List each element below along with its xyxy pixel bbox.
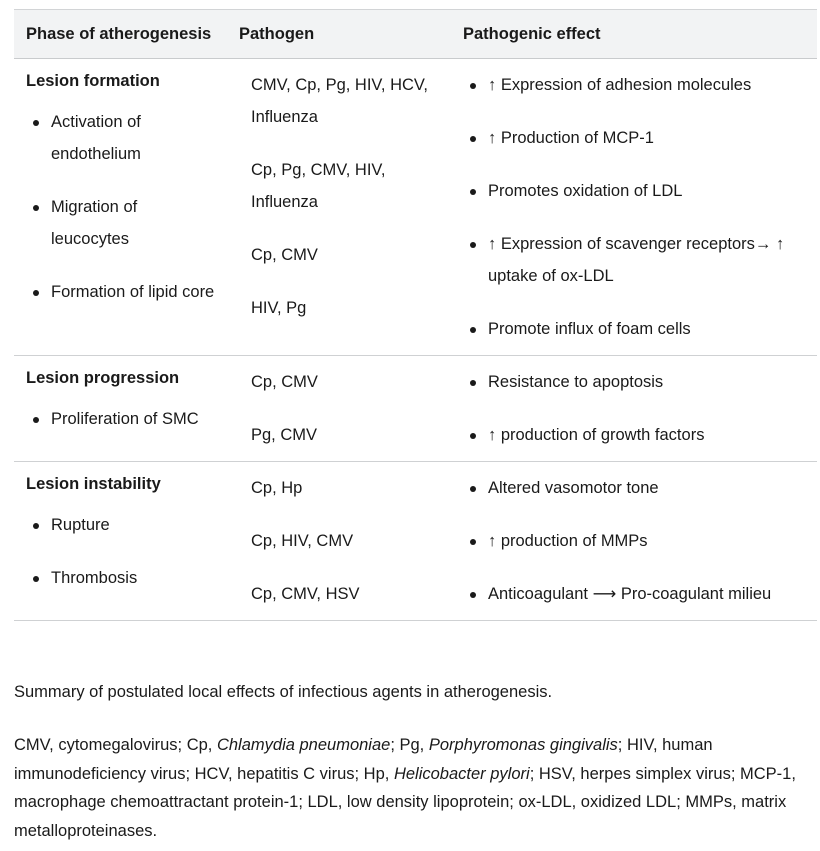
pathogen-cell — [226, 356, 451, 462]
phase-list — [26, 403, 216, 435]
effect-list — [463, 366, 807, 451]
list-item: Formation of lipid core — [26, 276, 216, 308]
effect-cell — [451, 59, 817, 356]
header-effect: Pathogenic effect — [463, 25, 601, 43]
list-item: Promote influx of foam cells — [463, 313, 807, 345]
effect-cell — [451, 356, 817, 462]
pathogen-cell — [226, 59, 451, 356]
pathogen-cell — [226, 462, 451, 621]
list-item: Activation of endothelium — [26, 106, 216, 170]
effect-list — [463, 472, 807, 610]
list-item: ↑ production of growth factors — [463, 419, 807, 451]
footnote-italic: Chlamydia pneumoniae — [216, 736, 391, 754]
list-item: Rupture — [26, 509, 216, 541]
pathogen-item: Cp, HIV, CMV — [251, 532, 354, 550]
list-item: Migration of leucocytes — [26, 191, 216, 255]
pathogen-item: Cp, CMV — [251, 373, 318, 391]
phase-cell — [14, 356, 226, 462]
footnote-text: ; HSV, herpes simplex virus; MCP-1, macrophage chemoattractant protein-1; LDL, low density lipoprotein; ox-LDL, oxidized LDL; MMPs, matrix metalloproteinases. — [14, 764, 796, 840]
list-item: Anticoagulant ⟶ Pro-coagulant milieu — [463, 578, 807, 610]
abbreviations-footnote — [14, 731, 814, 845]
footnote-text: ; HIV, human immunodeficiency virus; HCV, hepatitis C virus; Hp, — [14, 736, 713, 783]
table-header-row — [14, 10, 817, 59]
pathogen-item: Cp, CMV — [251, 246, 318, 264]
phase-list — [26, 509, 216, 594]
pathogen-item: Cp, Pg, CMV, HIV, Influenza — [251, 161, 386, 211]
phase-list — [26, 106, 216, 308]
table-caption: Summary of postulated local effects of infectious agents in atherogenesis. — [14, 683, 553, 701]
pathogen-item: HIV, Pg — [251, 299, 307, 317]
phase-title: Lesion progression — [26, 369, 180, 387]
list-item: Resistance to apoptosis — [463, 366, 807, 398]
atherogenesis-table — [14, 9, 817, 621]
list-item: Altered vasomotor tone — [463, 472, 807, 504]
footnote-italic: Porphyromonas gingivalis — [428, 736, 618, 754]
phase-title: Lesion instability — [26, 475, 161, 493]
header-pathogen: Pathogen — [239, 25, 315, 43]
pathogen-item: Cp, CMV, HSV — [251, 585, 360, 603]
effect-list — [463, 69, 807, 345]
list-item: ↑ production of MMPs — [463, 525, 807, 557]
footnote-text: CMV, cytomegalovirus; Cp, — [14, 736, 217, 754]
list-item: Proliferation of SMC — [26, 403, 216, 435]
pathogen-item: CMV, Cp, Pg, HIV, HCV, Influenza — [251, 76, 428, 126]
phase-cell — [14, 59, 226, 356]
list-item: ↑ Expression of scavenger receptors→ ↑ uptake of ox-LDL — [463, 228, 807, 292]
effect-cell — [451, 462, 817, 621]
list-item: ↑ Expression of adhesion molecules — [463, 69, 807, 101]
header-phase: Phase of atherogenesis — [26, 25, 212, 43]
pathogen-item: Pg, CMV — [251, 426, 318, 444]
phase-cell — [14, 462, 226, 621]
footnote-text: ; Pg, — [390, 736, 429, 754]
list-item: Thrombosis — [26, 562, 216, 594]
table-row — [14, 356, 817, 462]
table-row — [14, 462, 817, 621]
pathogen-item: Cp, Hp — [251, 479, 303, 497]
table-row — [14, 59, 817, 356]
list-item: Promotes oxidation of LDL — [463, 175, 807, 207]
effects-table — [14, 9, 817, 621]
phase-title: Lesion formation — [26, 72, 160, 90]
footnote-italic: Helicobacter pylori — [393, 764, 530, 783]
list-item: ↑ Production of MCP-1 — [463, 122, 807, 154]
